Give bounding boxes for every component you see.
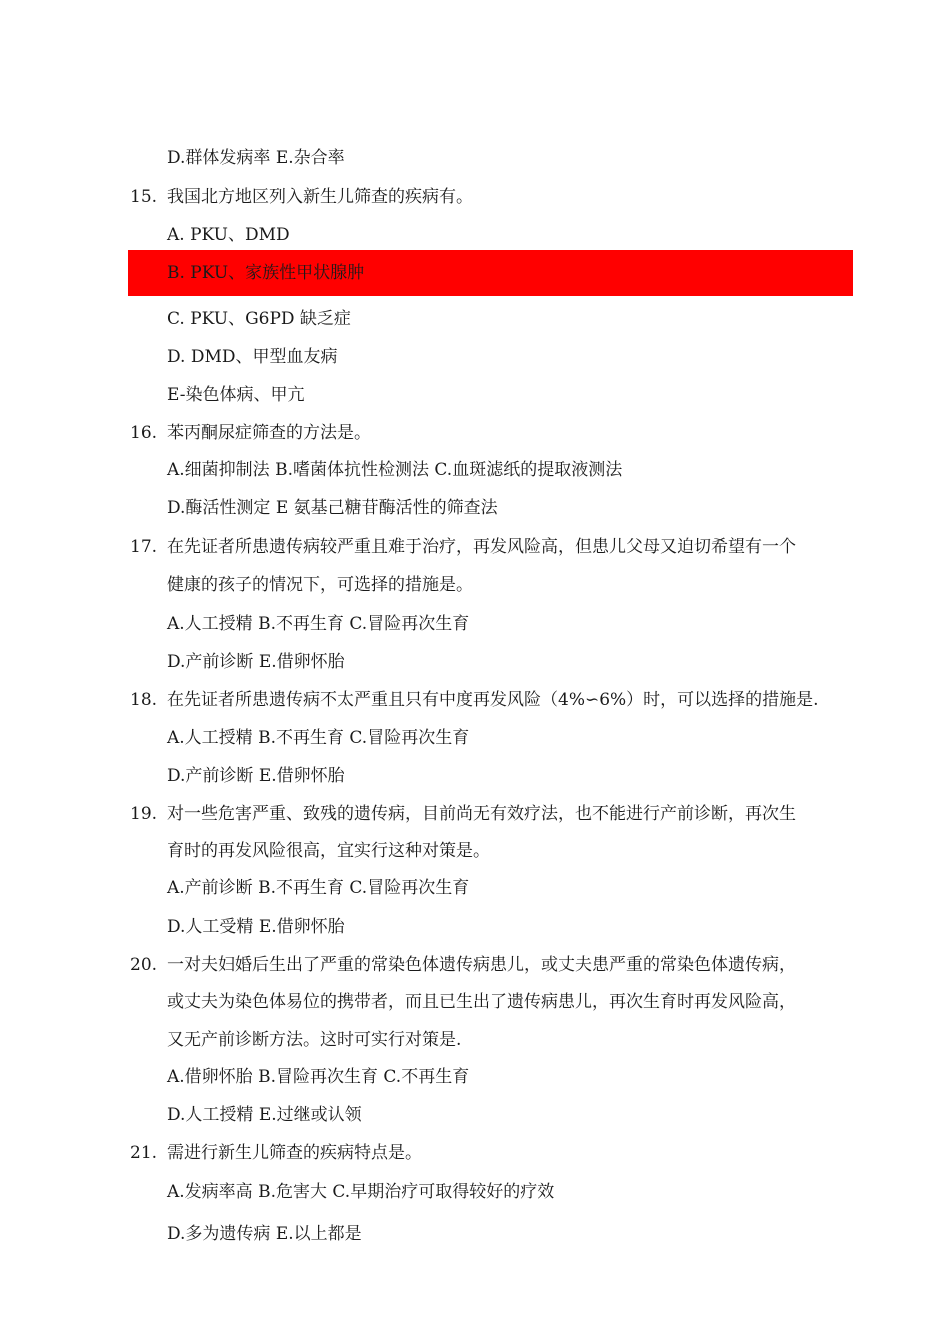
q17-options-de: D.产前诊断 E.借卵怀胎 xyxy=(167,652,345,672)
q20-number: 20. xyxy=(130,955,158,975)
q19-options-de: D.人工受精 E.借卵怀胎 xyxy=(167,917,345,937)
q21-options-abc: A.发病率高 B.危害大 C.早期治疗可取得较好的疗效 xyxy=(167,1182,555,1202)
q21-text: 需进行新生儿筛查的疾病特点是。 xyxy=(167,1143,422,1163)
q21-options-de: D.多为遗传病 E.以上都是 xyxy=(167,1224,362,1244)
q16-options-de: D.酶活性测定 E 氨基己糖苷酶活性的筛查法 xyxy=(167,498,498,518)
q18-options-abc: A.人工授精 B.不再生育 C.冒险再次生育 xyxy=(167,728,470,748)
q15-option-b: B. PKU、家族性甲状腺肿 xyxy=(167,263,365,283)
q20-text-line2: 或丈夫为染色体易位的携带者，而且已生出了遗传病患儿，再次生育时再发风险高， xyxy=(167,992,796,1012)
q20-options-abc: A.借卵怀胎 B.冒险再次生育 C.不再生育 xyxy=(167,1067,470,1087)
q19-number: 19. xyxy=(130,804,158,824)
q15-text: 我国北方地区列入新生儿筛查的疾病有。 xyxy=(167,187,473,207)
q16-text: 苯丙酮尿症筛查的方法是。 xyxy=(167,423,371,443)
q18-options-de: D.产前诊断 E.借卵怀胎 xyxy=(167,766,345,786)
q18-number: 18. xyxy=(130,690,158,710)
q18-text: 在先证者所患遗传病不太严重且只有中度再发风险（4%∽6%）时，可以选择的措施是. xyxy=(167,690,819,710)
q17-text-line1: 在先证者所患遗传病较严重且难于治疗，再发风险高，但患儿父母又迫切希望有一个 xyxy=(167,537,796,557)
q15-option-e: E-染色体病、甲亢 xyxy=(167,385,305,405)
q15-number: 15. xyxy=(130,187,158,207)
q19-text-line1: 对一些危害严重、致残的遗传病，目前尚无有效疗法，也不能进行产前诊断，再次生 xyxy=(167,804,796,824)
q20-text-line1: 一对夫妇婚后生出了严重的常染色体遗传病患儿，或丈夫患严重的常染色体遗传病， xyxy=(167,955,796,975)
q17-number: 17. xyxy=(130,537,158,557)
q16-number: 16. xyxy=(130,423,158,443)
q19-text-line2: 育时的再发风险很高，宜实行这种对策是。 xyxy=(167,841,490,861)
q15-option-d: D. DMD、甲型血友病 xyxy=(167,347,338,367)
q17-text-line2: 健康的孩子的情况下，可选择的措施是。 xyxy=(167,575,473,595)
q15-option-c: C. PKU、G6PD 缺乏症 xyxy=(167,309,351,329)
q15-option-a: A. PKU、DMD xyxy=(167,225,290,245)
q20-text-line3: 又无产前诊断方法。这时可实行对策是. xyxy=(167,1030,462,1050)
q16-options-abc: A.细菌抑制法 B.嗜菌体抗性检测法 C.血斑滤纸的提取液测法 xyxy=(167,460,623,480)
q17-options-abc: A.人工授精 B.不再生育 C.冒险再次生育 xyxy=(167,614,470,634)
q14-option-de: D.群体发病率 E.杂合率 xyxy=(167,148,345,168)
q21-number: 21. xyxy=(130,1143,158,1163)
q20-options-de: D.人工授精 E.过继或认领 xyxy=(167,1105,362,1125)
q19-options-abc: A.产前诊断 B.不再生育 C.冒险再次生育 xyxy=(167,878,470,898)
